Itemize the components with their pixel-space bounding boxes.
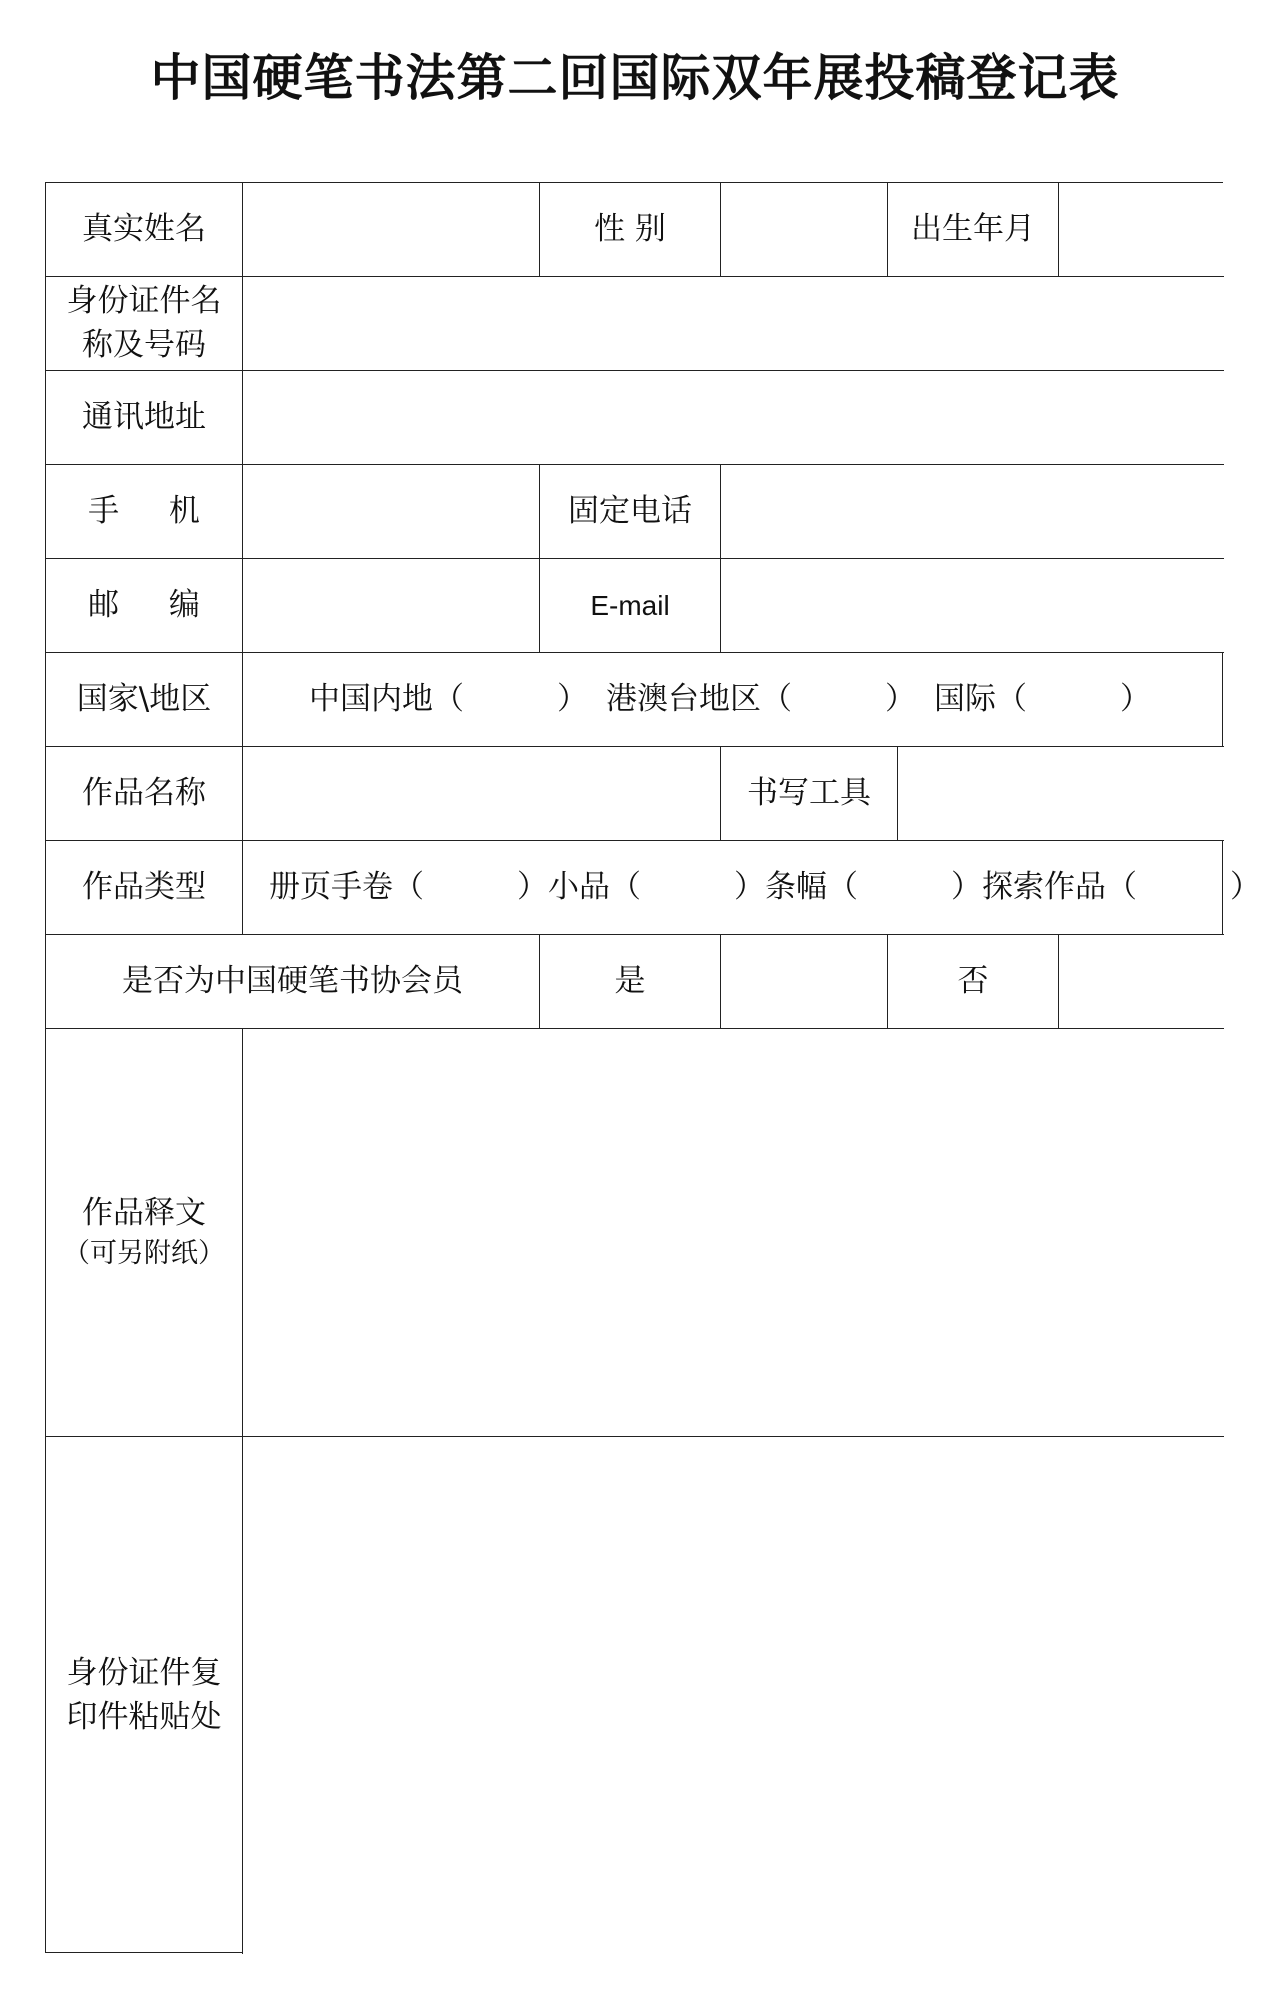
address-label: 通讯地址 [46, 371, 243, 465]
phone-label: 固定电话 [540, 465, 721, 559]
birth-label: 出生年月 [888, 183, 1059, 277]
id-label-line1: 身份证件名 [66, 283, 222, 320]
mobile-label: 手 机 [46, 465, 243, 559]
registration-form-table [45, 182, 1261, 1953]
work-type-option-small[interactable]: 小品（ ） [548, 868, 765, 905]
region-label: 国家\地区 [46, 653, 243, 747]
gender-field[interactable] [721, 183, 888, 277]
member-no-checkbox[interactable] [1059, 935, 1224, 1029]
member-no-label: 否 [888, 935, 1059, 1029]
email-field[interactable] [721, 559, 1224, 653]
birth-field[interactable] [1059, 183, 1224, 277]
work-type-options [243, 841, 1261, 935]
work-name-label: 作品名称 [46, 747, 243, 841]
name-label: 真实姓名 [46, 183, 243, 277]
id-copy-label [46, 1437, 243, 1954]
region-option-international[interactable]: 国际（ ） [934, 680, 1151, 717]
name-field[interactable] [243, 183, 540, 277]
member-yes-checkbox[interactable] [721, 935, 888, 1029]
work-type-option-experimental[interactable]: 探索作品（ ） [982, 868, 1261, 905]
gender-label: 性 别 [540, 183, 721, 277]
email-label: E-mail [540, 559, 721, 653]
work-text-field[interactable] [243, 1029, 1224, 1437]
member-question: 是否为中国硬笔书协会员 [46, 935, 540, 1029]
work-text-label-main: 作品释文 [82, 1194, 206, 1231]
work-type-option-album[interactable]: 册页手卷（ ） [269, 868, 548, 905]
postcode-field[interactable] [243, 559, 540, 653]
member-yes-label: 是 [540, 935, 721, 1029]
tool-label: 书写工具 [721, 747, 898, 841]
id-field[interactable] [243, 277, 1224, 371]
tool-field[interactable] [898, 747, 1224, 841]
id-label [46, 277, 243, 371]
region-option-hmt[interactable]: 港澳台地区（ ） [606, 680, 916, 717]
work-text-label [46, 1029, 243, 1437]
work-name-field[interactable] [243, 747, 721, 841]
postcode-label: 邮 编 [46, 559, 243, 653]
id-copy-label-line2: 印件粘贴处 [66, 1698, 222, 1735]
page-title: 中国硬笔书法第二回国际双年展投稿登记表 [150, 49, 1120, 107]
id-copy-paste-area[interactable] [243, 1437, 1224, 1954]
id-copy-label-line1: 身份证件复 [66, 1655, 222, 1692]
region-option-mainland[interactable]: 中国内地（ ） [309, 680, 588, 717]
work-type-label: 作品类型 [46, 841, 243, 935]
work-type-option-scroll[interactable]: 条幅（ ） [765, 868, 982, 905]
work-text-label-note: （可另附纸） [63, 1238, 225, 1270]
mobile-field[interactable] [243, 465, 540, 559]
address-field[interactable] [243, 371, 1224, 465]
region-options [243, 653, 1224, 747]
phone-field[interactable] [721, 465, 1224, 559]
id-label-line2: 称及号码 [82, 326, 206, 363]
